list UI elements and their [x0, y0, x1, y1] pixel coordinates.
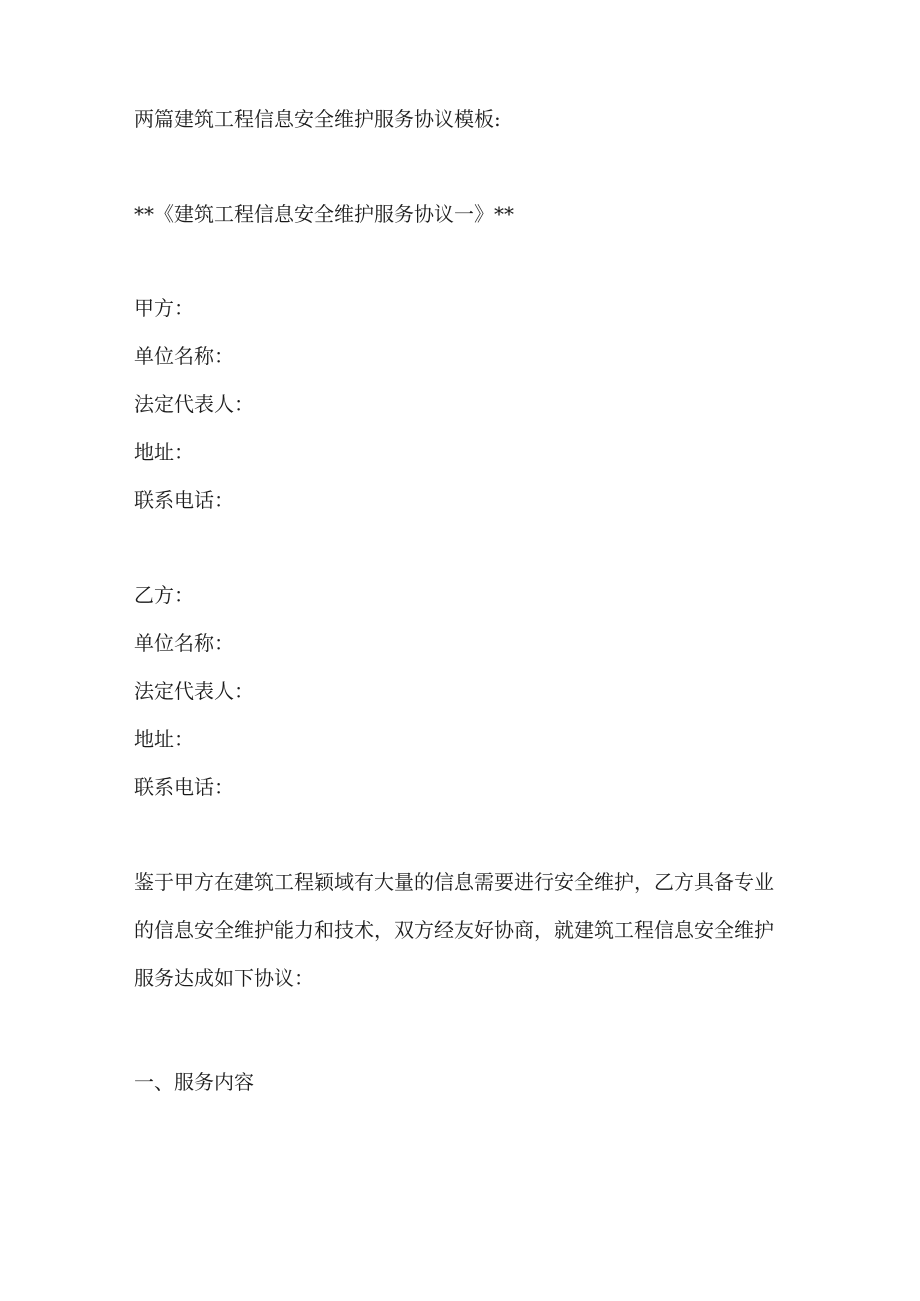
party-a-legal-rep: 法定代表人：: [134, 392, 254, 416]
preamble-line-1: 鉴于甲方在建筑工程颖域有大量的信息需要进行安全维护，乙方具备专业: [134, 870, 774, 894]
intro-line: 两篇建筑工程信息安全维护服务协议模板:: [134, 107, 501, 131]
party-b-phone: 联系电话：: [134, 775, 234, 799]
party-b-address: 地址：: [134, 727, 194, 751]
preamble-line-2: 的信息安全维护能力和技术，双方经友好协商，就建筑工程信息安全维护: [134, 918, 774, 942]
party-a-unit-name: 单位名称：: [134, 344, 234, 368]
party-a-heading: 甲方：: [134, 296, 194, 320]
party-a-phone: 联系电话：: [134, 488, 234, 512]
party-b-heading: 乙方：: [134, 583, 194, 607]
section-heading-service-content: 一、服务内容: [134, 1070, 254, 1094]
party-a-address: 地址：: [134, 440, 194, 464]
preamble-line-3: 服务达成如下协议：: [134, 966, 314, 990]
party-b-legal-rep: 法定代表人：: [134, 679, 254, 703]
party-b-unit-name: 单位名称：: [134, 631, 234, 655]
agreement-title: **《建筑工程信息安全维护服务协议一》**: [134, 202, 514, 226]
